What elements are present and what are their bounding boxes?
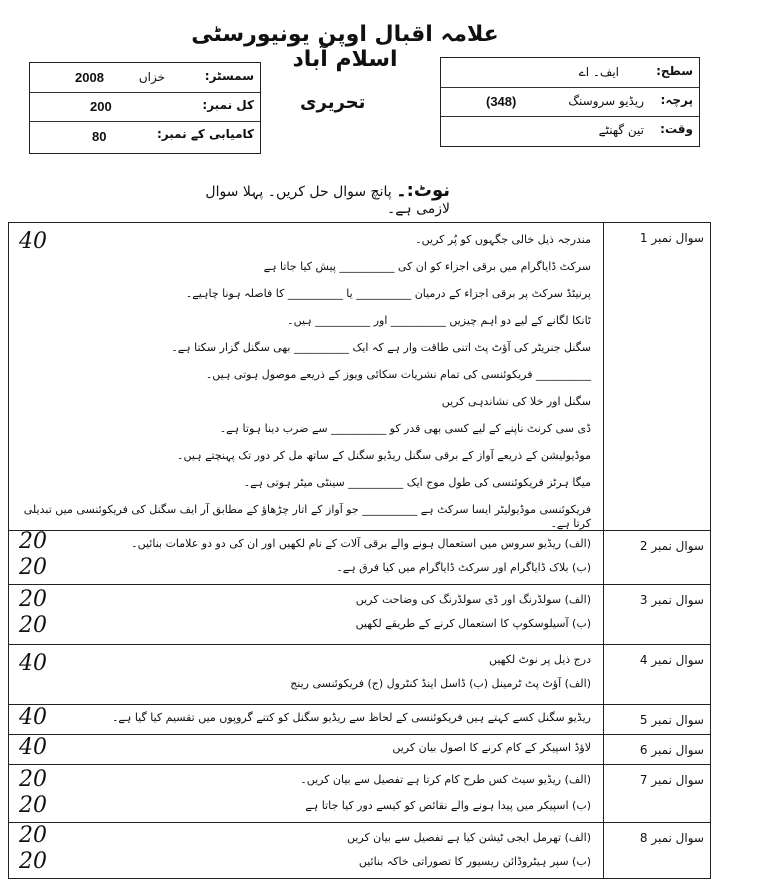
question-line: (ب) اسپیکر میں پیدا ہونے والے نقائص کو کیسے دور کیا جاتا ہے [305, 799, 591, 812]
note [180, 180, 450, 217]
question-line: ڈی سی کرنٹ ناپنے کے لیے کسی بھی قدر کو __________ سے ضرب دینا ہوتا ہے۔ [219, 422, 591, 435]
question-body-8 [9, 823, 604, 879]
total-marks-value: 200 [90, 99, 112, 114]
semester-year: 2008 [75, 70, 104, 85]
question-line: میگا ہرٹز فریکوئنسی کی طول موج ایک __________ سینٹی میٹر ہوتی ہے۔ [243, 476, 591, 489]
handwritten-marks: 20 [19, 793, 47, 818]
question-number-4: سوال نمبر 4 [604, 645, 711, 705]
question-row-6 [9, 735, 711, 765]
paper-row [441, 87, 699, 117]
handwritten-marks: 20 [19, 849, 47, 874]
question-row-2 [9, 531, 711, 585]
time-label: وقت: [660, 122, 693, 136]
question-body-4 [9, 645, 604, 705]
handwritten-marks: 40 [19, 705, 47, 730]
semester-row [30, 63, 260, 93]
question-number-7: سوال نمبر 7 [604, 765, 711, 823]
handwritten-marks: 20 [19, 587, 47, 612]
question-line: (الف) تھرمل ایجی ٹیشن کیا ہے تفصیل سے بیان کریں [346, 831, 591, 844]
question-line: (ب) سپر ہیٹروڈائن ریسیور کا تصوراتی خاکہ بنائیں [358, 855, 591, 868]
paper-value: ریڈیو سروسنگ [568, 94, 644, 108]
question-line: (الف) ریڈیو سیٹ کس طرح کام کرتا ہے تفصیل سے بیان کریں۔ [300, 773, 591, 786]
question-body-7 [9, 765, 604, 823]
question-line: __________ فریکوئنسی کی تمام نشریات سکائی ویوز کے ذریعے موصول ہوتی ہیں۔ [205, 368, 591, 381]
question-row-8 [9, 823, 711, 879]
question-line: (الف) ریڈیو سروس میں استعمال ہونے والے برقی آلات کے نام لکھیں اور ان کی دو دو علامات بنائیں۔ [131, 537, 591, 550]
total-marks-label: کل نمبر: [202, 98, 254, 112]
semester-info-box [29, 62, 261, 154]
handwritten-marks: 40 [19, 229, 47, 254]
university-title: علامہ اقبال اوپن یونیورسٹی اسلام آباد [191, 22, 499, 72]
handwritten-marks: 20 [19, 555, 47, 580]
question-row-4 [9, 645, 711, 705]
question-row-3 [9, 585, 711, 645]
question-line: سگنل جنریٹر کی آؤٹ پٹ اتنی طاقت وار ہے کہ ایک __________ بھی سگنل گزار سکتا ہے۔ [171, 341, 591, 354]
question-body-2 [9, 531, 604, 585]
handwritten-marks: 20 [19, 613, 47, 638]
question-line: فریکوئنسی موڈیولیٹر ایسا سرکٹ ہے __________ جو آواز کے اتار چڑھاؤ کے مطابق آر ایف سگنل کی فریکوئنسی میں تبدیلی کرتا ہے۔ [23, 503, 591, 531]
question-number-5: سوال نمبر 5 [604, 705, 711, 735]
semester-value: خزاں [138, 70, 165, 84]
handwritten-marks: 20 [19, 529, 47, 554]
paper-code: (348) [486, 94, 517, 109]
questions-table [8, 222, 711, 879]
question-row-7 [9, 765, 711, 823]
question-number-6: سوال نمبر 6 [604, 735, 711, 765]
question-number-8: سوال نمبر 8 [604, 823, 711, 879]
written-label: تحریری [300, 92, 366, 113]
question-line: مندرجہ ذیل خالی جگہوں کو پُر کریں۔ [415, 233, 591, 246]
pass-marks-label: کامیابی کے نمبر: [156, 127, 254, 141]
note-text: پانچ سوال حل کریں۔ پہلا سوال لازمی ہے۔ [205, 184, 450, 217]
question-body-6 [9, 735, 604, 765]
question-number-2: سوال نمبر 2 [604, 531, 711, 585]
question-line: (الف) آؤٹ پٹ ٹرمینل (ب) ڈاسل اینڈ کنٹرول (ج) فریکوئنسی رینج [290, 677, 591, 690]
handwritten-marks: 20 [19, 823, 47, 848]
time-row [441, 116, 699, 145]
total-marks-row [30, 92, 260, 122]
question-body-5 [9, 705, 604, 735]
question-line: سگنل اور خلا کی نشاندہی کریں [441, 395, 591, 408]
handwritten-marks: 20 [19, 767, 47, 792]
level-value: ایف۔ اے [578, 65, 619, 79]
handwritten-marks: 40 [19, 735, 47, 760]
level-label: سطح: [656, 64, 693, 78]
question-line: (ب) آسیلوسکوپ کا استعمال کرنے کے طریقے لکھیں [355, 617, 591, 630]
question-body-3 [9, 585, 604, 645]
paper-info-box [440, 57, 700, 147]
handwritten-marks: 40 [19, 651, 47, 676]
question-line: پرنیٹڈ سرکٹ پر برقی اجزاء کے درمیان __________ یا __________ کا فاصلہ ہونا چاہیے۔ [185, 287, 591, 300]
note-label: نوٹ:۔ [396, 180, 450, 201]
question-number-1: سوال نمبر 1 [604, 223, 711, 531]
pass-marks-value: 80 [92, 129, 107, 144]
pass-marks-row [30, 121, 260, 151]
question-line: سرکٹ ڈایاگرام میں برقی اجزاء کو ان کی __________ پیش کیا جاتا ہے [263, 260, 591, 273]
paper-label: پرچہ: [660, 93, 693, 107]
question-line: لاؤڈ اسپیکر کے کام کرنے کا اصول بیان کریں [392, 741, 591, 754]
time-value: تین گھنٹے [598, 123, 644, 137]
question-line: (ب) بلاک ڈایاگرام اور سرکٹ ڈایاگرام میں کیا فرق ہے۔ [336, 561, 591, 574]
question-line: ریڈیو سگنل کسے کہتے ہیں فریکوئنسی کے لحاظ سے ریڈیو سگنل کو کتنے گروپوں میں تقسیم کیا گیا ہے۔ [111, 711, 591, 724]
question-body-1 [9, 223, 604, 531]
semester-label: سمسٹر: [204, 69, 254, 83]
question-row-1 [9, 223, 711, 531]
level-row [441, 58, 699, 88]
question-line: موڈیولیشن کے ذریعے آواز کے برقی سگنل ریڈیو سگنل کے ساتھ مل کر دور تک پہنچتے ہیں۔ [177, 449, 591, 462]
question-row-5 [9, 705, 711, 735]
question-number-3: سوال نمبر 3 [604, 585, 711, 645]
question-line: ٹانکا لگانے کے لیے دو اہم چیزیں __________ اور __________ ہیں۔ [287, 314, 591, 327]
question-line: درج ذیل پر نوٹ لکھیں [488, 653, 591, 666]
question-line: (الف) سولڈرنگ اور ڈی سولڈرنگ کی وضاحت کریں [355, 593, 591, 606]
